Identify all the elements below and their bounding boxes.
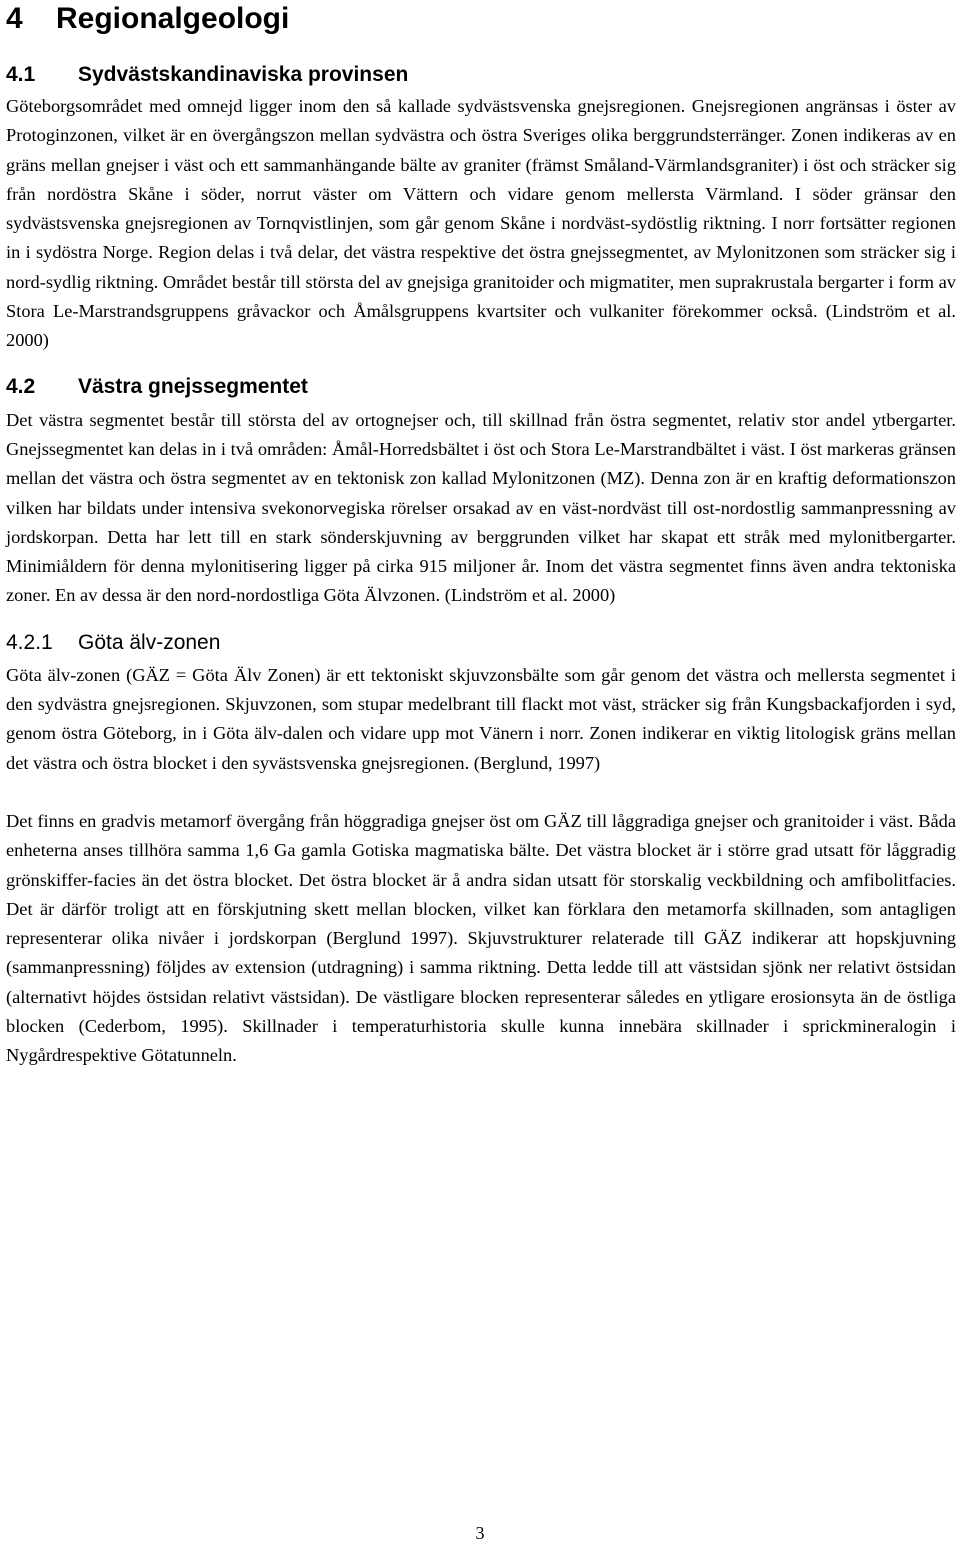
section-4-2-1-paragraph-1: Göta älv-zonen (GÄZ = Göta Älv Zonen) är ett tektoniskt skjuvzonsbälte som går genom det västra och mellersta segmentet i den sydvästra gnejsregionen. Skjuvzonen, som stupar medelbrant till flackt mot väst, sträcker sig från Kungsbackafjorden i syd, genom östra Göteborg, in i Göta älv-dalen och vidare upp mot Vänern i norr. Zonen indikerar en viktig litologisk gräns mellan det västra och östra blocket i den syvästsvenska gnejsregionen. (Berglund, 1997) xyxy=(6,664,956,773)
section-title: Göta älv-zonen xyxy=(78,630,221,654)
section-title: Sydvästskandinaviska provinsen xyxy=(78,63,409,86)
chapter-title: Regionalgeologi xyxy=(56,2,290,35)
page-number: 3 xyxy=(475,1523,485,1543)
section-4-2-paragraph: Det västra segmentet består till största del av ortognejser och, till skillnad från östra segmentet, relativ stor andel ytbergarter. Gnejssegmentet kan delas in i två områden: Åmål-Horredsbältet i öst och Stora Le-Marstrandbältet i väst. I öst markeras gränsen mellan det västra och östra segmentet av en tektonisk zon kallad Mylonitzonen (MZ). Denna zon är en kraftig deformationszon vilken har bildats under intensiva svekonorvegiska rörelser orsakad av en väst-nordväst till ost-nordostlig sammanpressning av jordskorpan. Detta har lett till en stark sönderskjuvning av berggrunden vilket har skapat ett stråk med mylonitbergarter. Minimiåldern för denna mylonitisering ligger på cirka 915 miljoner år. Inom det västra segmentet finns även andra tektoniska zoner. En av dessa är den nord-nordostliga Göta Älvzonen. (Lindström et al. 2000) xyxy=(6,409,956,606)
chapter-heading xyxy=(6,0,956,36)
section-number: 4.2.1 xyxy=(6,630,53,654)
section-title: Västra gnejssegmentet xyxy=(78,374,308,398)
section-heading-4-1 xyxy=(6,61,956,89)
document-page xyxy=(6,0,956,1071)
section-4-2-1-paragraph-2: Det finns en gradvis metamorf övergång från höggradiga gnejser öst om GÄZ till låggradiga gnejser och granitoider i väst. Båda enheterna anses tillhöra samma 1,6 Ga gamla Gotiska magmatiska bälte. Det västra blocket är i större grad utsatt för låggradig grönskiffer-facies än det östra blocket. Det östra blocket är å andra sidan utsatt för storskalig veckbildning och amfibolitfacies. Det är därför troligt att en förskjutning skett mellan blocken, vilket kan förklara den metamorfa skillnaden, som antagligen representerar olika nivåer i jordskorpan (Berglund 1997). Skjuvstrukturer relaterade till GÄZ indikerar att hopskjuvning (sammanpressning) följdes av extension (utdragning) i samma riktning. Detta ledde till att västsidan sjönk ner relativt östsidan (alternativt höjdes östsidan relativt västsidan). De västligare blocken representerar således en ytligare erosionsyta än de östliga blocken (Cederbom, 1995). Skillnader i temperaturhistoria skulle kunna innebära skillnader i sprickmineralogin i Nygårdrespektive Götatunneln. xyxy=(6,810,956,1066)
section-heading-4-2-1 xyxy=(6,629,956,657)
section-heading-4-2 xyxy=(6,373,956,401)
section-number: 4.1 xyxy=(6,63,36,86)
section-number: 4.2 xyxy=(6,374,36,398)
section-4-1-paragraph: Göteborgsområdet med omnejd ligger inom den så kallade sydvästsvenska gnejsregionen. Gnejsregionen angränsas i öster av Protoginzonen, vilket är en övergångszon mellan sydvästra och östra Sveriges olika berggrundsterränger. Zonen indikeras av en gräns mellan gnejser i väst och ett sammanhängande bälte av graniter (främst Småland-Värmlandsgraniter) i öst och sträcker sig från nordöstra Skåne i söder, norrut väster om Vättern och vidare genom mellersta Värmland. I söder gränsar den sydvästsvenska gnejsregionen av Tornqvistlinjen, som går genom Skåne i nordväst-sydöstlig riktning. I norr fortsätter regionen in i sydöstra Norge. Region delas i två delar, det västra respektive det östra gnejssegmentet, av Mylonitzonen som sträcker sig i nord-sydlig riktning. Området består till största del av gnejsiga granitoider och migmatiter, men suprakrustala bergarter i form av Stora Le-Marstrandsgruppens gråvackor och Åmålsgruppens kvartsiter och vulkaniter förekommer också. (Lindström et al. 2000) xyxy=(6,96,956,351)
chapter-number: 4 xyxy=(6,2,23,35)
